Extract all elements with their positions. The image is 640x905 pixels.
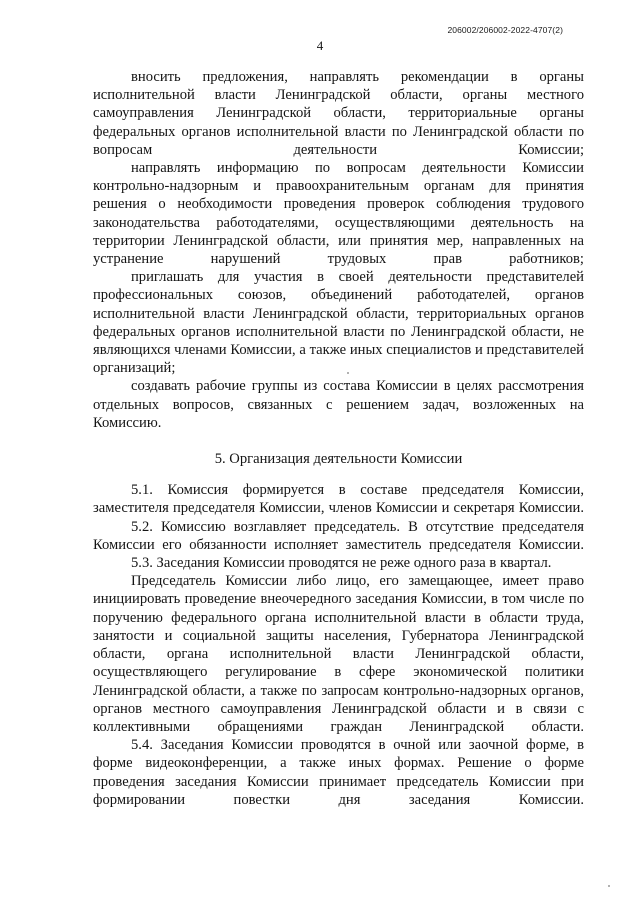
paragraph-5-2: 5.2. Комиссию возглавляет председатель. В отсутствие председателя Комиссии его обязанности исполняет заместитель председателя Комиссии. <box>93 518 584 553</box>
paragraph-information: направлять информацию по вопросам деятельности Комиссии контрольно-надзорным и правоохранительным органам для принятия решения о необходимости проведения проверок соблюдения трудового законодательства работодателями, осуществляющими деятельность на территории Ленинградской области, или принятия мер, направленных на устранение нарушений трудовых прав работников; <box>93 160 584 268</box>
page-number: 4 <box>316 38 324 53</box>
scan-speck <box>608 885 610 887</box>
paragraph-5-3-extraordinary: Председатель Комиссии либо лицо, его замещающее, имеет право инициировать проведение внеочередного заседания Комиссии, в том числе по поручению федерального органа исполнительной власти в области труда, занятости и социальной защиты населения, Губернатора Ленинградской области, органа исполнительной власти Ленинградской области, осуществляющего регулирование в сфере экономической политики Ленинградской области, а также по запросам контрольно-надзорных органов, органов местного самоуправления Ленинградской области и в связи с коллективными обращениями граждан Ленинградской области. <box>93 573 584 735</box>
paragraph-proposals: вносить предложения, направлять рекомендации в органы исполнительной власти Ленинградской области, органы местного самоуправления Ленинградской области, территориальные органы федеральных органов исполнительной власти по Ленинградской области по вопросам деятельности Комиссии; <box>93 69 584 158</box>
section-heading: 5. Организация деятельности Комиссии <box>214 451 463 468</box>
paragraph-working-groups: создавать рабочие группы из состава Комиссии в целях рассмотрения отдельных вопросов, связанных с решением задач, возложенных на Комиссию. <box>93 378 584 431</box>
paragraph-invite: приглашать для участия в своей деятельности представителей профессиональных союзов, объединений работодателей, органов исполнительной власти Ленинградской области, территориальных органов федеральных органов исполнительной власти по Ленинградской области, не являющихся членами Комиссии, а также иных специалистов и представителей организаций; <box>93 269 584 377</box>
document-body <box>93 68 584 809</box>
scan-speck <box>347 372 349 374</box>
document-number: 206002/206002-2022-4707(2) <box>447 25 563 35</box>
paragraph-5-3: 5.3. Заседания Комиссии проводятся не реже одного раза в квартал. <box>131 555 552 572</box>
paragraph-5-1: 5.1. Комиссия формируется в составе председателя Комиссии, заместителя председателя Комиссии, членов Комиссии и секретаря Комиссии. <box>93 482 584 517</box>
paragraph-5-4: 5.4. Заседания Комиссии проводятся в очной или заочной форме, в форме видеоконференции, а также иных формах. Решение о форме проведения заседания Комиссии принимает председатель Комиссии при формировании повестки дня заседания Комиссии. <box>93 737 584 808</box>
